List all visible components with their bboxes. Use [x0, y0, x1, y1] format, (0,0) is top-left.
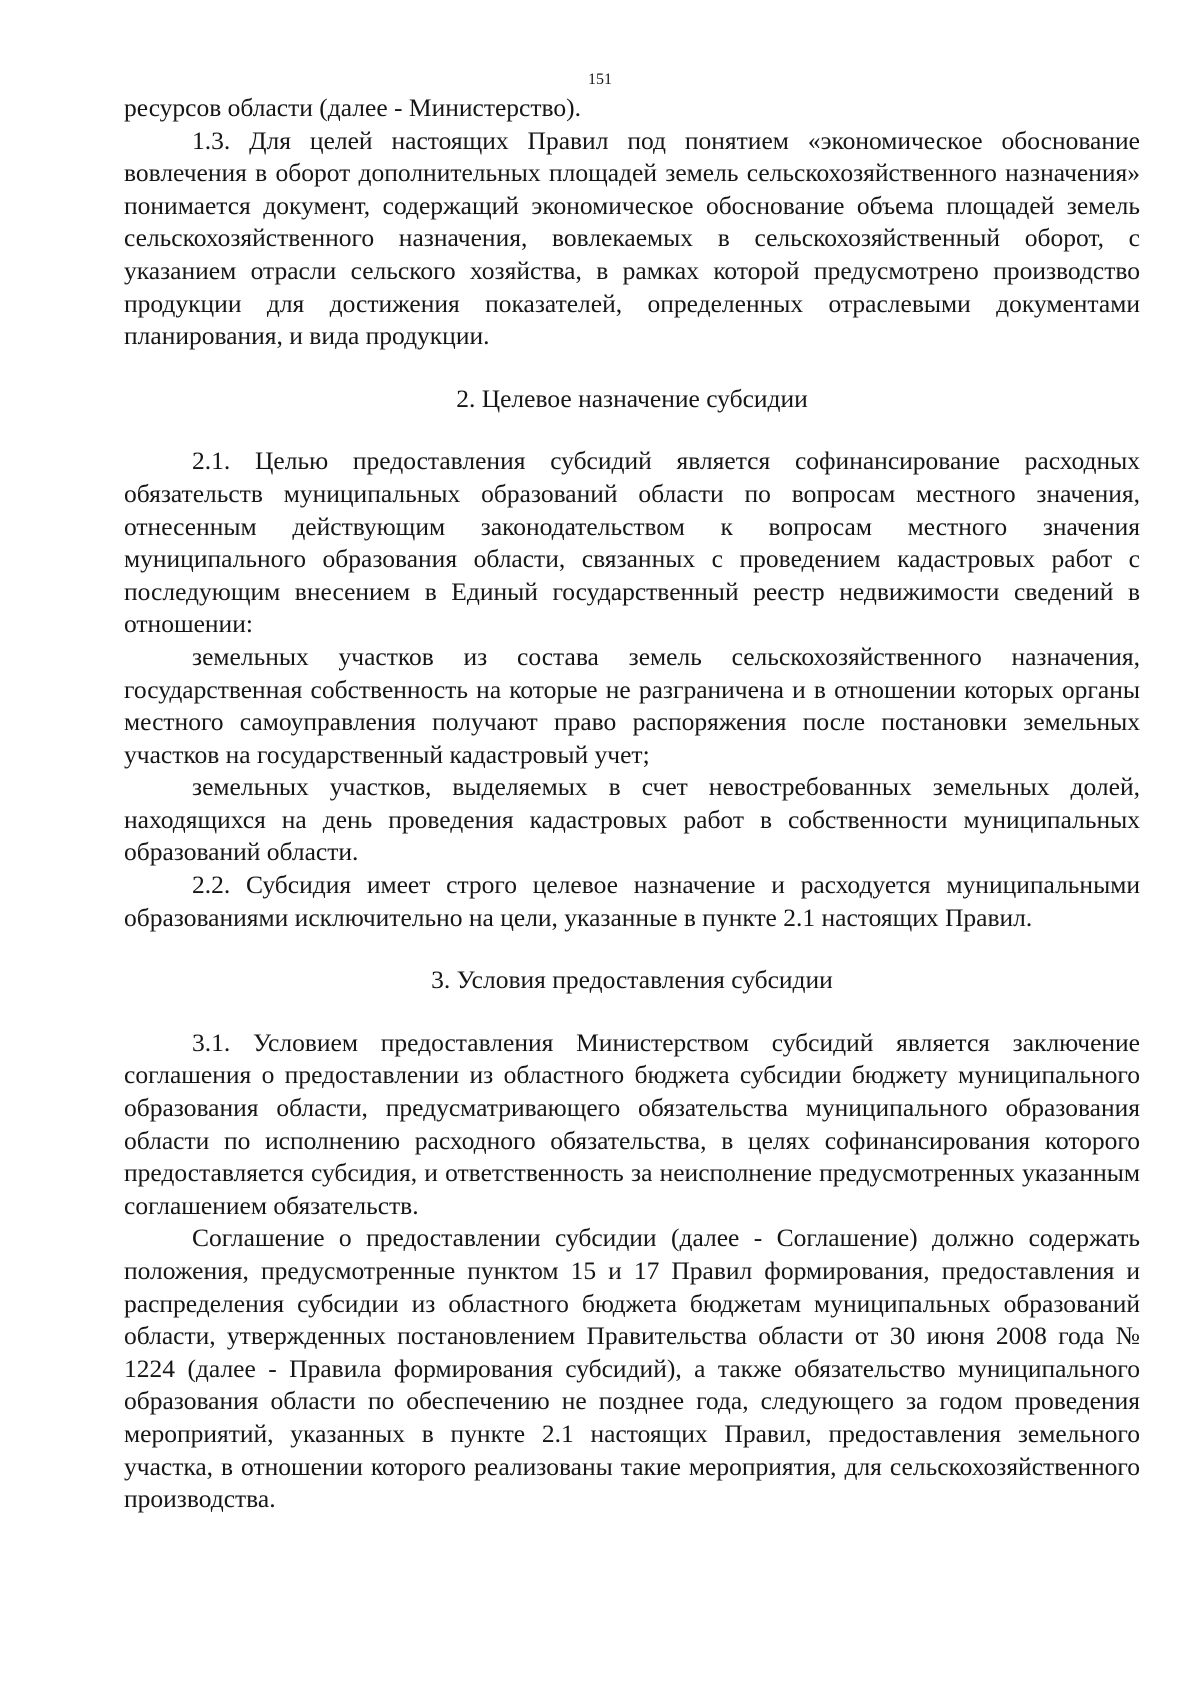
section-heading-3: 3. Условия предоставления субсидии [431, 965, 833, 995]
document-body [124, 92, 1140, 1516]
paragraph-2-1-item-land-shares: земельных участков, выделяемых в счет невостребованных земельных долей, находящихся на день проведения кадастровых работ в собственности муниципальных образований области. [124, 772, 1140, 867]
paragraph-1-3: 1.3. Для целей настоящих Правил под понятием «экономическое обоснование вовлечения в оборот дополнительных площадей земель сельскохозяйственного назначения» понимается документ, содержащий экономическое обоснование объема площадей земель сельскохозяйственного назначения, вовлекаемых в сельскохозяйственный оборот, с указанием отрасли сельского хозяйства, в рамках которой предусмотрено производство продукции для достижения показателей, определенных отраслевыми документами планирования, и вида продукции. [124, 125, 1140, 351]
paragraph-ministry-definition-end: ресурсов области (далее - Министерство). [124, 93, 581, 122]
paragraph-2-1-item-unallocated-land: земельных участков из состава земель сельскохозяйственного назначения, государственная собственность на которые не разграничена и в отношении которых органы местного самоуправления получают право распоряжения после постановки земельных участков на государственный кадастровый учет; [124, 641, 1140, 769]
paragraph-2-1: 2.1. Целью предоставления субсидий является софинансирование расходных обязательств муниципальных образований области по вопросам местного значения, отнесенным действующим законодательством к вопросам местного значения муниципального образования области, связанных с проведением кадастровых работ с последующим внесением в Единый государственный реестр недвижимости сведений в отношении: [124, 446, 1140, 639]
page-number: 151 [588, 71, 612, 88]
paragraph-2-2: 2.2. Субсидия имеет строго целевое назначение и расходуется муниципальными образованиями исключительно на цели, указанные в пункте 2.1 настоящих Правил. [124, 870, 1140, 932]
paragraph-3-1: 3.1. Условием предоставления Министерством субсидий является заключение соглашения о предоставлении из областного бюджета субсидии бюджету муниципального образования области, предусматривающего обязательства муниципального образования области по исполнению расходного обязательства, в целях софинансирования которого предоставляется субсидия, и ответственность за неисполнение предусмотренных указанным соглашением обязательств. [124, 1027, 1140, 1220]
paragraph-agreement-content: Соглашение о предоставлении субсидии (далее - Соглашение) должно содержать положения, предусмотренные пунктом 15 и 17 Правил формирования, предоставления и распределения субсидии из областного бюджета бюджетам муниципальных образований области, утвержденных постановлением Правительства области от 30 июня 2008 года № 1224 (далее - Правила формирования субсидий), а также обязательство муниципального образования области по обеспечению не позднее года, следующего за годом проведения мероприятий, указанных в пункте 2.1 настоящих Правил, предоставления земельного участка, в отношении которого реализованы такие мероприятия, для сельскохозяйственного производства. [124, 1223, 1140, 1514]
section-heading-2: 2. Целевое назначение субсидии [456, 383, 808, 413]
